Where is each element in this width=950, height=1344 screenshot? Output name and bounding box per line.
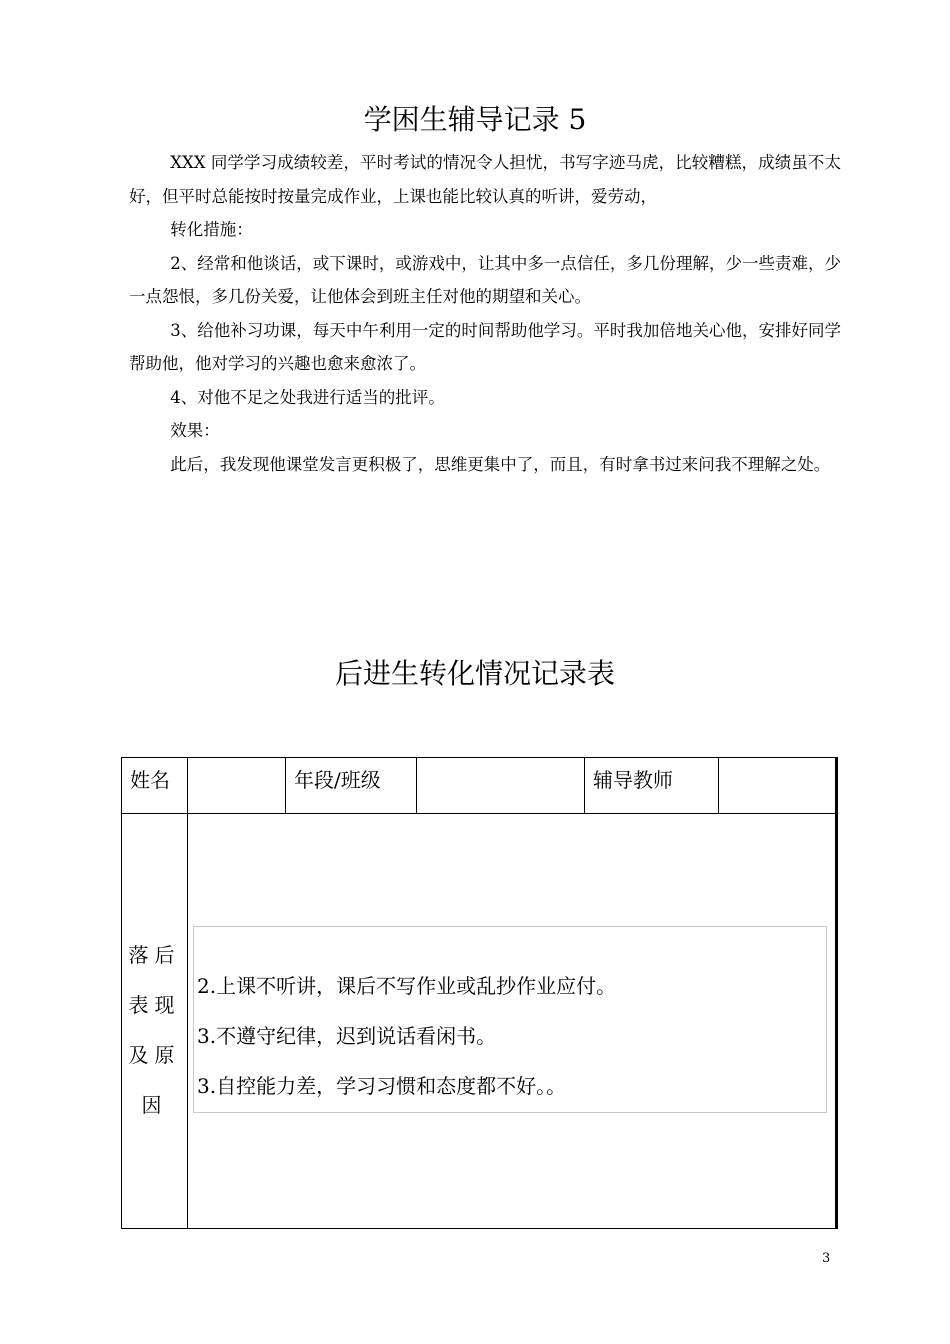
paragraph: 效果： [170, 421, 220, 440]
paragraph: 2、经常和他谈话，或下课时，或游戏中，让其中多一点信任，多几份理解，少一些责难，少一点怨恨，多几份关爱，让他体会到班主任对他的期望和关心。 [129, 253, 841, 306]
grade-class-label: 年段/班级 [286, 758, 417, 814]
cause-item: 3.自控能力差，学习习惯和态度都不好。。 [197, 1074, 567, 1098]
cause-text-box [193, 926, 827, 1113]
cause-item: 2.上课不听讲，课后不写作业或乱抄作业应付。 [197, 974, 617, 998]
cause-label-line: 落后 [128, 943, 181, 967]
tutor-teacher-label: 辅导教师 [585, 758, 719, 814]
cause-label-line: 表现 [128, 993, 181, 1017]
paragraph: 转化措施： [170, 220, 253, 239]
table-header-row [122, 758, 837, 814]
record-body [129, 146, 841, 481]
paragraph: XXX 同学学习成绩较差，平时考试的情况令人担忧，书写字迹马虎，比较糟糕，成绩虽不太好，但平时总能按时按量完成作业，上课也能比较认真的听讲，爱劳动， [129, 153, 841, 206]
grade-class-field[interactable] [417, 758, 585, 814]
record-title: 学困生辅导记录 5 [363, 103, 587, 136]
page-number: 3 [822, 1251, 831, 1266]
paragraph: 此后，我发现他课堂发言更积极了，思维更集中了，而且，有时拿书过来问我不理解之处。 [170, 454, 831, 474]
cause-label-line: 及原 [128, 1043, 181, 1067]
tutor-teacher-field[interactable] [719, 758, 837, 814]
table-title: 后进生转化情况记录表 [334, 657, 615, 690]
paragraph: 3、给他补习功课，每天中午利用一定的时间帮助他学习。平时我加倍地关心他，安排好同学帮助他，他对学习的兴趣也愈来愈浓了。 [129, 320, 841, 373]
cause-label-cell [122, 814, 188, 1229]
name-field[interactable] [188, 758, 286, 814]
cause-item: 3.不遵守纪律，迟到说话看闲书。 [197, 1024, 497, 1048]
paragraph: 4、对他不足之处我进行适当的批评。 [170, 387, 445, 407]
name-label: 姓名 [122, 758, 188, 814]
cause-label-line: 因 [141, 1093, 168, 1117]
